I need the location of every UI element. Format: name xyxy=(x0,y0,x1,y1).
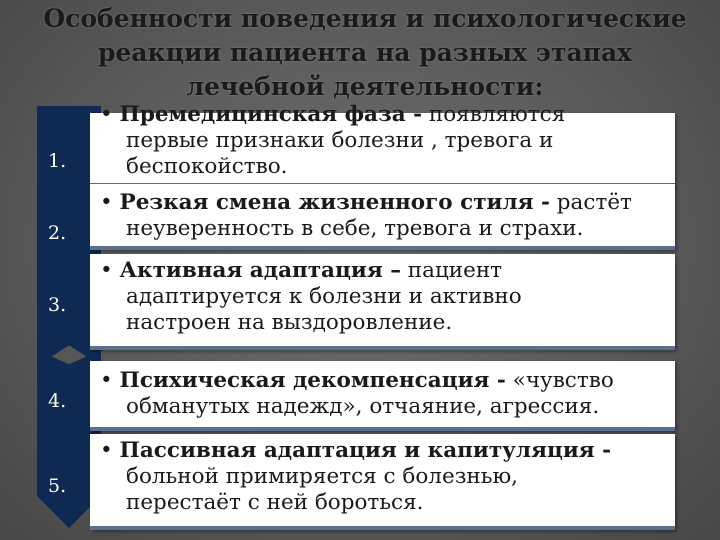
list-item-4 xyxy=(100,368,680,420)
title-line-3: лечебной деятельности: xyxy=(186,72,544,101)
list-item-1 xyxy=(100,102,680,180)
title-line-2: реакции пациента на разных этапах xyxy=(97,38,633,67)
bullet-icon: • xyxy=(100,258,113,283)
item-text: беспокойство. xyxy=(126,154,288,179)
item-number-3: 3. xyxy=(48,294,67,316)
item-text: обманутых надежд», отчаяние, агрессия. xyxy=(126,394,600,419)
list-item-2 xyxy=(100,190,680,242)
item-text: настроен на выздоровление. xyxy=(126,310,453,335)
item-text: неуверенность в себе, тревога и страхи. xyxy=(126,216,584,241)
item-text: пациент xyxy=(407,258,503,283)
bullet-icon: • xyxy=(100,102,113,127)
item-text: перестаёт с ней бороться. xyxy=(126,490,424,515)
item-term: Активная адаптация – xyxy=(119,258,401,283)
item-term: Премедицинская фаза - xyxy=(119,102,423,127)
item-text: первые признаки болезни , тревога и xyxy=(126,128,554,153)
bullet-icon: • xyxy=(100,438,113,463)
item-number-5: 5. xyxy=(48,475,67,497)
bullet-icon: • xyxy=(100,368,113,393)
item-number-1: 1. xyxy=(48,150,67,172)
list-item-3 xyxy=(100,258,680,336)
item-number-4: 4. xyxy=(48,390,67,412)
item-term: Психическая декомпенсация - xyxy=(119,368,506,393)
list-item-5 xyxy=(100,438,680,516)
item-term: Резкая смена жизненного стиля - xyxy=(119,190,550,215)
item-number-2: 2. xyxy=(48,222,67,244)
item-term: Пассивная адаптация и капитуляция - xyxy=(119,438,612,463)
item-text: «чувство xyxy=(512,368,614,393)
item-text: адаптируется к болезни и активно xyxy=(126,284,522,309)
title-line-1: Особенности поведения и психологические xyxy=(43,4,687,33)
bullet-icon: • xyxy=(100,190,113,215)
item-text: появляются xyxy=(428,102,566,127)
page-title xyxy=(20,2,710,104)
item-text: больной примиряется с болезнью, xyxy=(126,464,519,489)
item-text: растёт xyxy=(556,190,632,215)
